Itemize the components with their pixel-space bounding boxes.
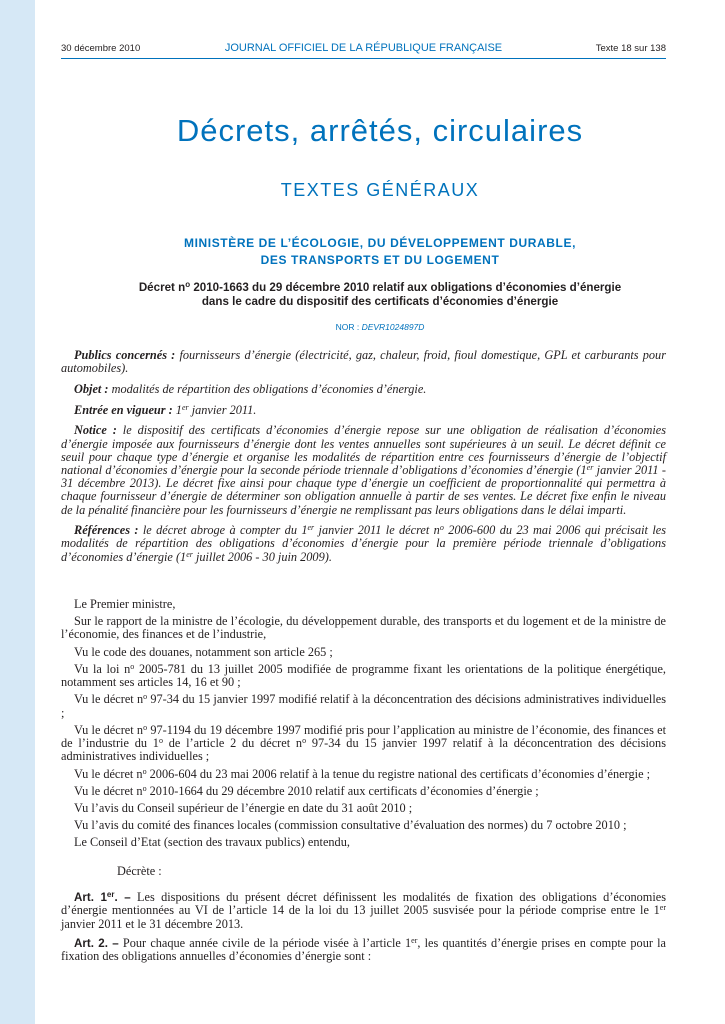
decree-line1-rest: 2010-1663 du 29 décembre 2010 relatif aux obligations d’économies d’énergie [190,281,622,294]
references [61,524,666,564]
objet [61,383,666,396]
header-journal-title: JOURNAL OFFICIEL DE LA RÉPUBLIQUE FRANÇAISE [224,42,503,54]
references-label: Références : [74,523,139,538]
conseil-etat-entendu: Le Conseil d’Etat (section des travaux publics) entendu, [74,835,350,850]
references-text-4: juillet 2006 - 30 juin 2009). [192,549,332,564]
text-span: de l’article 2 du décret n [162,736,303,751]
text-span: 97-34 du 15 janvier 1997 relatif à la déconcentration des décisions administratives individuelles ; [61,736,666,764]
premier-ministre: Le Premier ministre, [74,597,176,611]
sup-span: o [158,736,163,746]
references-text-1: le décret abroge à compter du 1 [138,523,308,538]
nor-reference [35,322,725,332]
header-rule [61,58,666,59]
decree-summary [61,349,666,571]
vu-decret-2010-1664 [61,785,666,798]
article-2 [61,937,666,964]
vu-decret-97-1194 [61,724,666,764]
publics-label: Publics concernés : [74,348,176,362]
article-1 [61,891,666,931]
ministry-line-2: DES TRANSPORTS ET DU LOGEMENT [260,253,500,267]
text-span: Art. 1 [74,890,107,904]
sur-le-rapport: Sur le rapport de la ministre de l’écologie, du développement durable, des transports et du logement et de la ministre de l’économie, des finances et de l’industrie, [61,614,666,642]
entree-en-vigueur [61,404,666,417]
journal-page [35,0,725,1024]
nor-value: DEVR1024897D [361,322,425,332]
text-span: 97-34 du 15 janvier 1997 modifié relatif à la déconcentration des décisions administratives individuelles ; [61,692,666,720]
text-span: Vu le décret n [74,783,143,798]
entree-label: Entrée en vigueur : [74,402,173,417]
vu-decret-97-34 [61,693,666,720]
section-title: TEXTES GÉNÉRAUX [280,180,480,200]
notice-sup: er [586,462,594,472]
notice [61,424,666,516]
decree-prefix: Décret n [138,281,186,294]
notice-text-1: le dispositif des certificats d’économies d’énergie repose sur une obligation de réalisation d’économies d’énergie imposée aux fournisseurs d’énergie dont les ventes annuelles sont supérieures à un seuil. Le décret définit ce seuil pour chaque type d’énergie et organise les modalités de répartition entre ces fournisseurs d’énergie de l’objectif national d’économies d’énergie pour la seconde période triennale d’obligations d’économies d’énergie (1 [61,423,666,477]
sup-span: o [143,722,148,732]
entree-pre: 1 [172,402,182,417]
main-title: Décrets, arrêtés, circulaires [176,113,584,148]
decree-title-line-2: dans le cadre du dispositif des certificats d’économies d’énergie [201,295,559,308]
text-span: 97-1194 du 19 décembre 1997 modifié pris pour l’application au ministre de l’économie, des finances et de l’industrie du 1 [61,722,666,751]
text-span: Les dispositions du présent décret définissent les modalités de fixation des obligations d’économies d’énergie mentionnées au VI de l’article 14 de la loi du 13 juillet 2005 susvisée pour la période comprise entre le 1 [61,889,667,918]
sup-span: o [302,736,307,746]
header-date: 30 décembre 2010 [61,43,141,54]
vu-code-douanes: Vu le code des douanes, notamment son article 265 ; [74,644,333,659]
text-span: janvier 2011 et le 31 décembre 2013. [61,916,244,931]
decree-title-line-1 [35,281,725,295]
text-span: Vu la loi n [74,661,131,676]
publics-text: fournisseurs d’énergie (électricité, gaz, chaleur, froid, fioul domestique, GPL et carburants pour automobiles). [61,348,666,376]
text-span: 2005-781 du 13 juillet 2005 modifiée de programme fixant les orientations de la politique énergétique, notamment ses articles 14, 16 et 90 ; [61,661,666,690]
sup-span: er [411,935,418,945]
nor-label: NOR : [335,322,360,332]
vu-decret-2006-604 [61,768,666,781]
entree-sup: er [181,402,189,412]
references-sup-2: o [439,523,444,533]
left-margin-band [0,0,35,1024]
text-span: 2006-604 du 23 mai 2006 relatif à la tenue du registre national des certificats d’économies d’énergie ; [146,766,651,781]
sup-span: o [130,661,135,671]
decree-title [35,281,725,309]
ministry-line-1: MINISTÈRE DE L’ÉCOLOGIE, DU DÉVELOPPEMENT DURABLE, [183,236,577,250]
sup-span: er [106,889,115,899]
references-text-3: 2006-600 du 23 mai 2006 qui précisait les modalités de répartition des obligations d’économies d’énergie pour la première période triennale d’obligations d’économies d’énergie (1 [61,523,666,564]
sup-span: er [659,903,666,913]
vu-loi-2005-781 [61,663,666,690]
sup-span: o [142,783,147,793]
notice-text-2: janvier 2011 - 31 décembre 2013). Le décret fixe ainsi pour chaque type d’énergie un coefficient de proportionnalité qui permettra à chaque fournisseur d’énergie de déterminer son obligation annuelle à partir de ses ventes. Le décret fixe enfin le niveau de la pénalité financière pour les fournisseurs d’énergie ne remplissant pas leurs obligations dans le délai imparti. [61,462,666,517]
vu-avis-conseil-superieur: Vu l’avis du Conseil supérieur de l’énergie en date du 31 août 2010 ; [74,800,413,815]
text-span: 2010-1664 du 29 décembre 2010 relatif aux certificats d’économies d’énergie ; [146,783,539,798]
decree-body [61,598,666,969]
references-sup-3: er [186,549,193,559]
sup-span: o [142,766,147,776]
decree-sup: o [185,280,191,289]
notice-label: Notice : [74,423,117,438]
text-span: Vu le décret n [74,766,143,781]
vu-avis-comite-finances: Vu l’avis du comité des finances locales (commission consultative d’évaluation des normes) du 7 octobre 2010 ; [74,818,627,833]
references-sup-1: er [307,523,315,533]
running-header [61,43,666,57]
entree-post: janvier 2011. [188,402,257,417]
article-1-label [74,891,131,904]
article-2-label: Art. 2. – [74,936,119,950]
publics-concernes [61,349,666,375]
references-text-2: janvier 2011 le décret n [314,523,440,538]
decrete: Décrète : [117,863,162,878]
text-span: , les quantités d’énergie prises en compte pour la fixation des obligations annuelles d’économies d’énergie sont : [61,935,666,964]
objet-label: Objet : [74,381,109,396]
text-span: . – [114,890,131,904]
objet-text: modalités de répartition des obligations d’économies d’énergie. [108,381,427,396]
text-span: Vu le décret n [74,692,144,707]
sup-span: o [143,692,148,702]
ministry-heading [35,235,725,269]
text-span: Pour chaque année civile de la période visée à l’article 1 [118,935,412,950]
header-text-number: Texte 18 sur 138 [595,43,666,54]
text-span: Vu le décret n [74,722,144,737]
